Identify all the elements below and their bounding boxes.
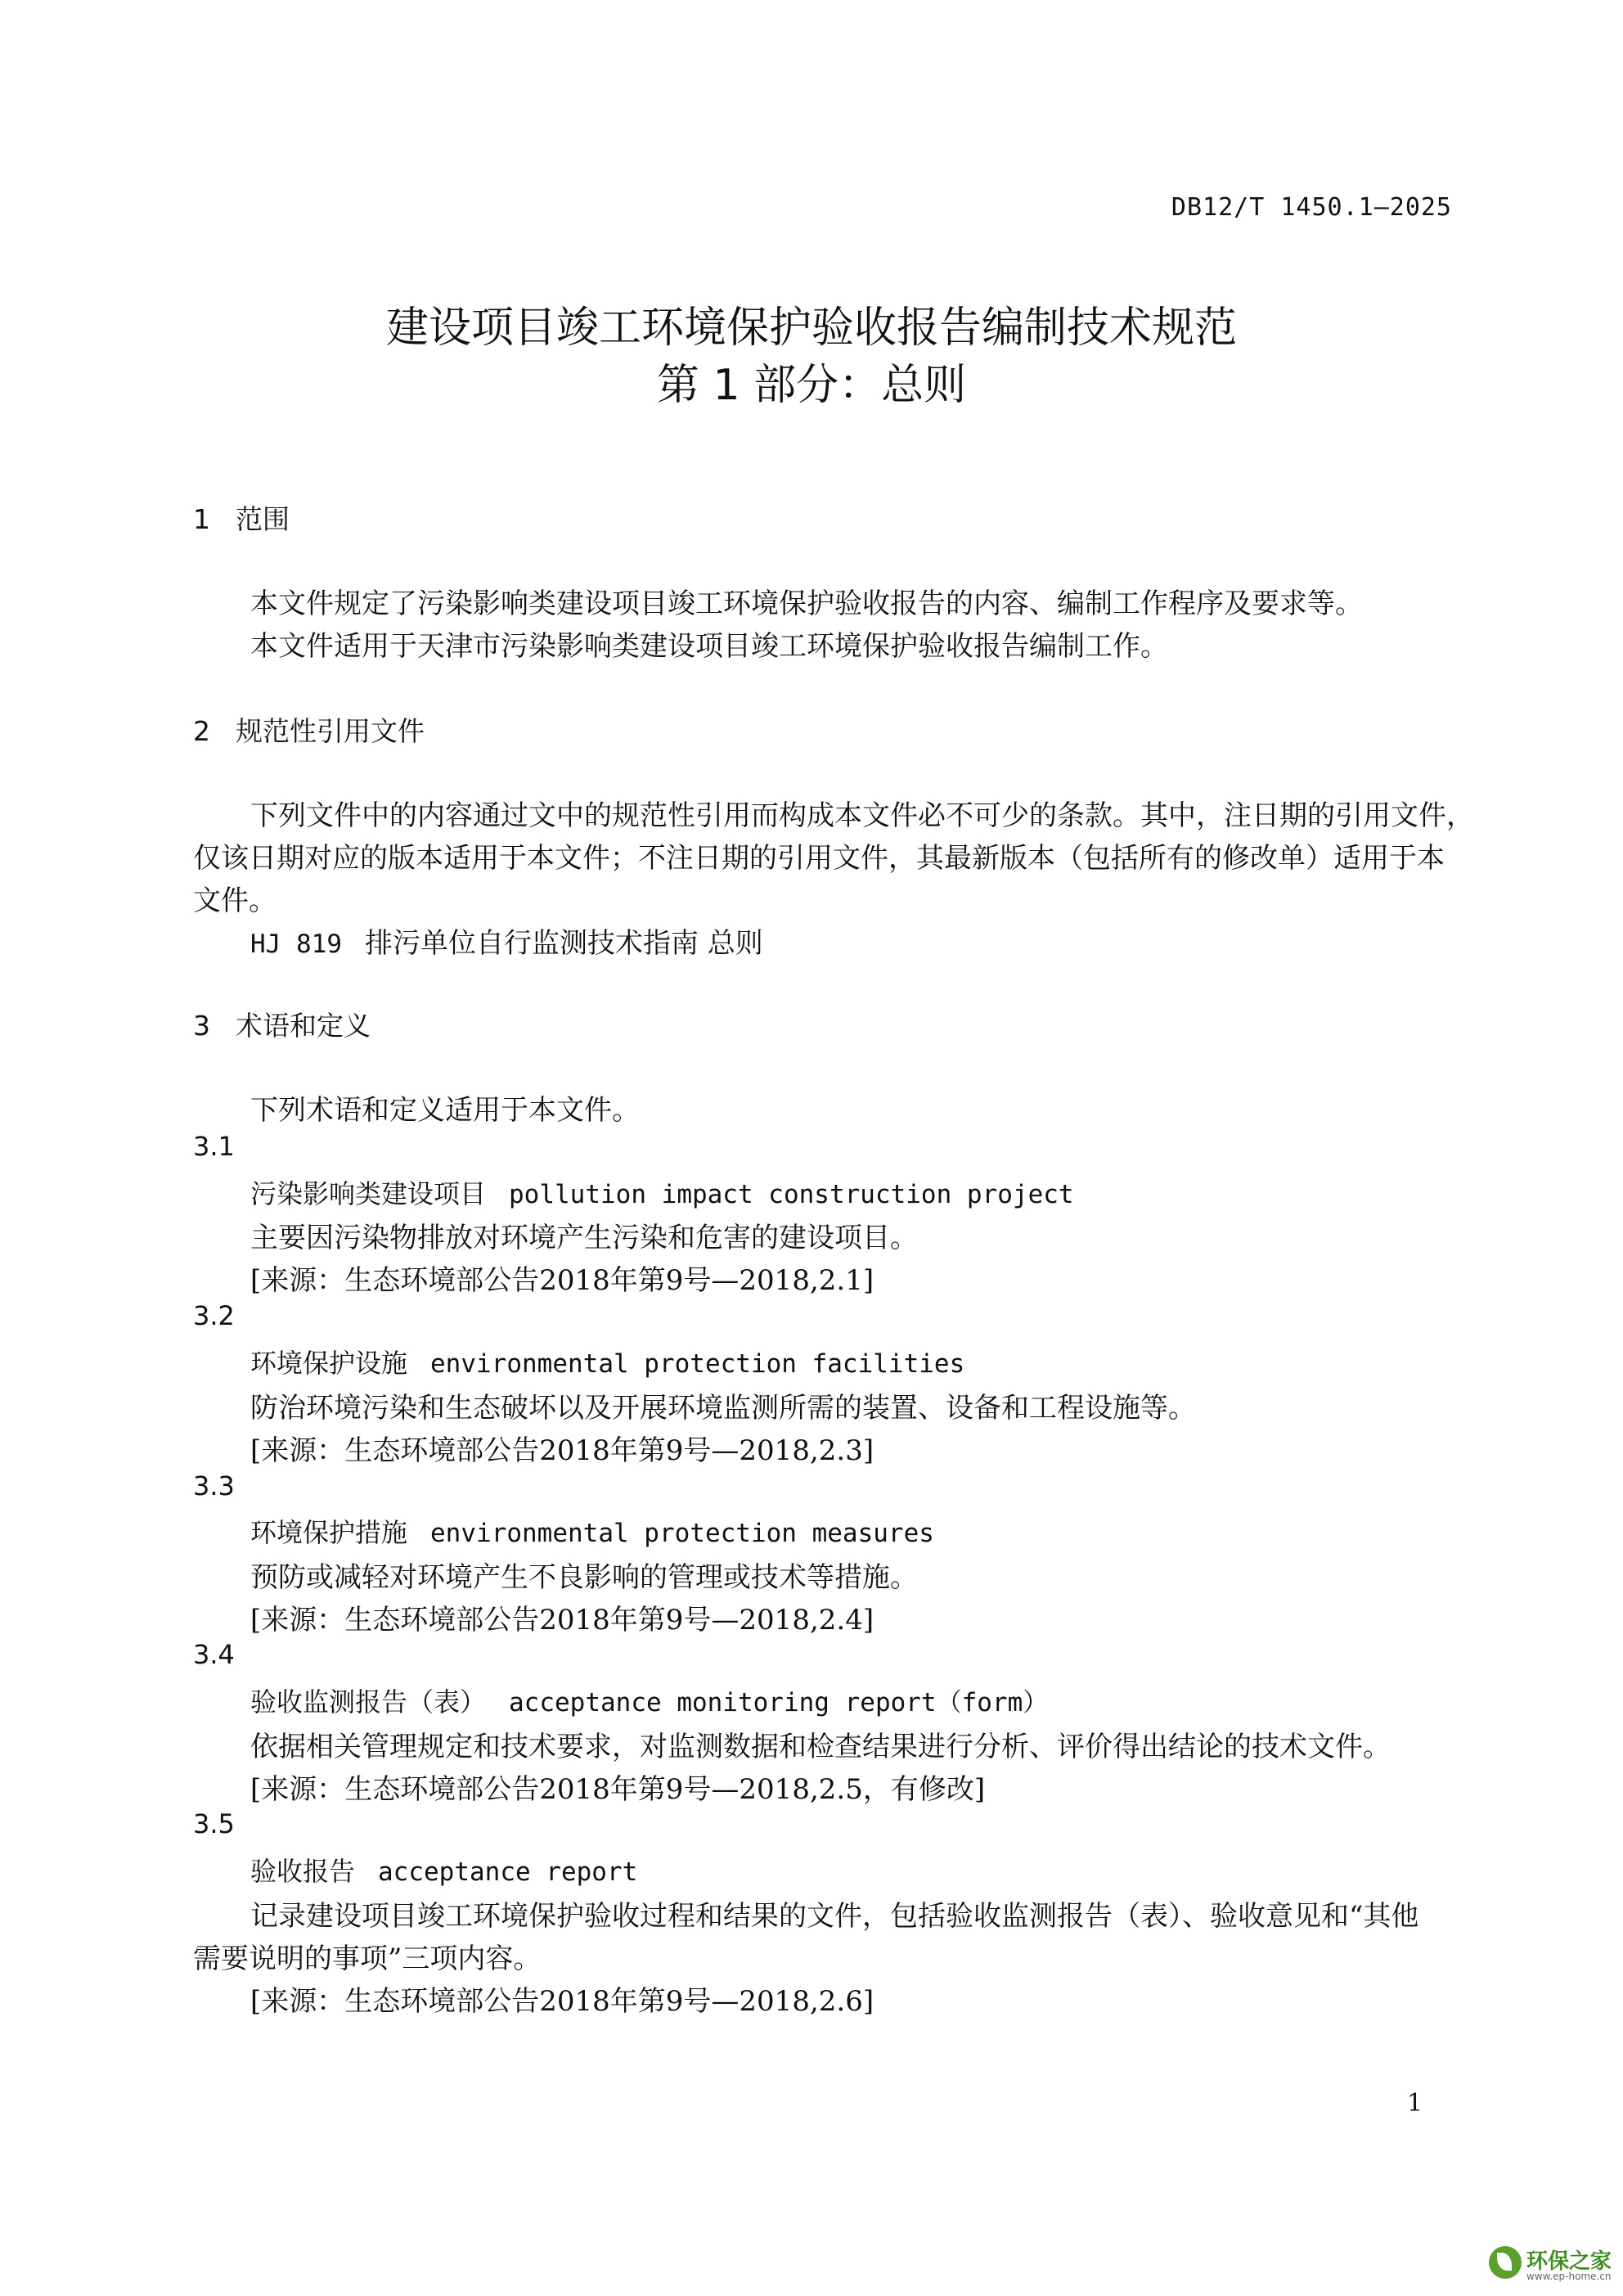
scope-paragraph: 本文件规定了污染影响类建设项目竣工环境保护验收报告的内容、编制工作程序及要求等。 bbox=[250, 588, 1363, 620]
term-number: 3.3 bbox=[193, 1470, 235, 1501]
section-number: 1 bbox=[193, 503, 210, 535]
term-number: 3.4 bbox=[193, 1639, 235, 1670]
document-number: DB12/T 1450.1—2025 bbox=[1171, 193, 1452, 222]
term-heading bbox=[250, 1681, 1048, 1719]
site-logo bbox=[1489, 2243, 1612, 2285]
term-number: 3.5 bbox=[193, 1808, 235, 1839]
reference-title: 排污单位自行监测技术指南 总则 bbox=[364, 927, 763, 960]
term-en: environmental protection facilities bbox=[430, 1349, 965, 1379]
reference-code: HJ 819 bbox=[250, 930, 342, 959]
page-number: 1 bbox=[1407, 2089, 1423, 2118]
section-title: 术语和定义 bbox=[236, 1010, 371, 1042]
logo-name: 环保之家 bbox=[1526, 2249, 1612, 2274]
section-heading-scope bbox=[193, 498, 290, 537]
term-en: pollution impact construction project bbox=[509, 1180, 1074, 1209]
leaf-icon bbox=[1489, 2246, 1522, 2279]
references-intro-line: 下列文件中的内容通过文中的规范性引用而构成本文件必不可少的条款。其中，注日期的引用文件， bbox=[250, 799, 1474, 832]
section-title: 规范性引用文件 bbox=[236, 715, 425, 747]
term-heading bbox=[250, 1343, 964, 1380]
document-title: 建设项目竣工环境保护验收报告编制技术规范 bbox=[385, 304, 1237, 353]
term-definition: 防治环境污染和生态破坏以及开展环境监测所需的装置、设备和工程设施等。 bbox=[250, 1392, 1196, 1425]
term-definition: 预防或减轻对环境产生不良影响的管理或技术等措施。 bbox=[250, 1561, 918, 1594]
term-definition: 记录建设项目竣工环境保护验收过程和结果的文件，包括验收监测报告（表）、验收意见和“其他 bbox=[250, 1900, 1419, 1933]
section-number: 2 bbox=[193, 715, 210, 747]
section-heading-normative-references bbox=[193, 710, 425, 749]
document-subtitle: 第 1 部分：总则 bbox=[656, 361, 967, 410]
term-zh: 环境保护设施 bbox=[250, 1348, 408, 1379]
section-title: 范围 bbox=[236, 503, 290, 535]
term-en: acceptance report bbox=[378, 1857, 638, 1887]
section-heading-terms bbox=[193, 1005, 371, 1043]
term-en: acceptance monitoring report（form） bbox=[509, 1688, 1049, 1717]
term-zh: 污染影响类建设项目 bbox=[250, 1178, 487, 1209]
term-source: [来源：生态环境部公告2018年第9号—2018,2.5，有修改] bbox=[250, 1773, 986, 1806]
term-heading bbox=[250, 1851, 637, 1889]
terms-intro: 下列术语和定义适用于本文件。 bbox=[250, 1094, 640, 1127]
term-source: [来源：生态环境部公告2018年第9号—2018,2.6] bbox=[250, 1985, 874, 2018]
term-heading bbox=[250, 1173, 1074, 1211]
term-source: [来源：生态环境部公告2018年第9号—2018,2.4] bbox=[250, 1604, 874, 1636]
term-definition: 需要说明的事项”三项内容。 bbox=[193, 1943, 542, 1975]
term-zh: 验收报告 bbox=[250, 1856, 356, 1887]
references-intro-line: 仅该日期对应的版本适用于本文件；不注日期的引用文件，其最新版本（包括所有的修改单）适用于本 bbox=[193, 842, 1445, 875]
term-zh: 环境保护措施 bbox=[250, 1517, 408, 1548]
logo-url: www.ep-home.cn bbox=[1526, 2271, 1612, 2282]
term-definition: 依据相关管理规定和技术要求，对监测数据和检查结果进行分析、评价得出结论的技术文件。 bbox=[250, 1731, 1391, 1763]
term-number: 3.1 bbox=[193, 1131, 235, 1162]
scope-paragraph: 本文件适用于天津市污染影响类建设项目竣工环境保护验收报告编制工作。 bbox=[250, 630, 1168, 663]
term-source: [来源：生态环境部公告2018年第9号—2018,2.3] bbox=[250, 1434, 874, 1467]
term-heading bbox=[250, 1512, 934, 1550]
section-number: 3 bbox=[193, 1010, 210, 1042]
term-en: environmental protection measures bbox=[430, 1519, 934, 1548]
term-source: [来源：生态环境部公告2018年第9号—2018,2.1] bbox=[250, 1264, 874, 1297]
term-number: 3.2 bbox=[193, 1300, 235, 1331]
term-zh: 验收监测报告（表） bbox=[250, 1686, 487, 1717]
references-intro-line: 文件。 bbox=[193, 885, 276, 917]
reference-item bbox=[250, 921, 763, 961]
term-definition: 主要因污染物排放对环境产生污染和危害的建设项目。 bbox=[250, 1222, 918, 1254]
